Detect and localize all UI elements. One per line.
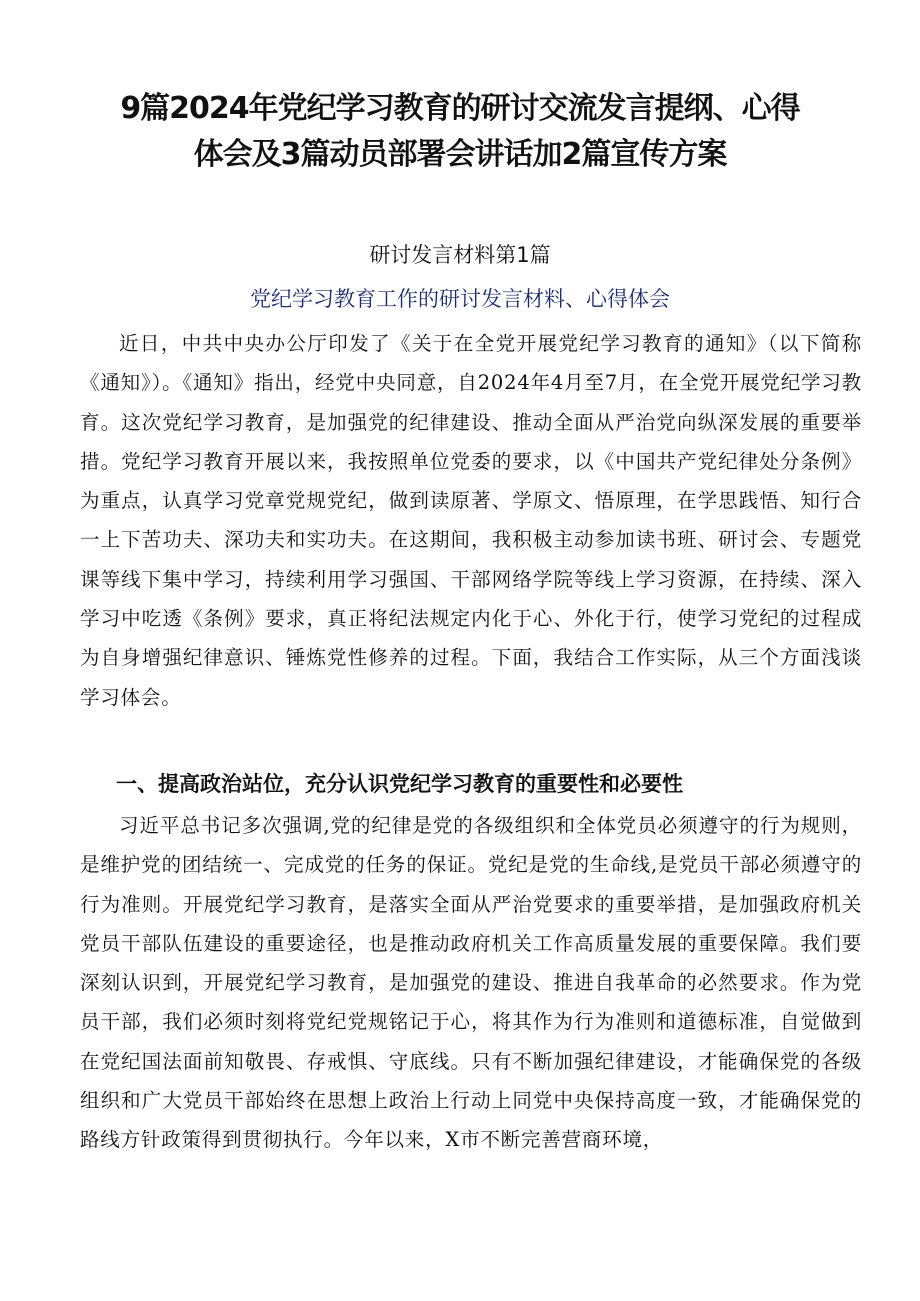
section-subtitle: 党纪学习教育工作的研讨发言材料、心得体会 [250, 287, 670, 311]
document-title-line-1: 9篇2024年党纪学习教育的研讨交流发言提纲、心得 [120, 91, 800, 126]
body-paragraph-2: 习近平总书记多次强调,党的纪律是党的各级组织和全体党员必须遵守的行为规则，是维护党的团结统一、完成党的任务的保证。党纪是党的生命线,是党员干部必须遵守的行为准则。开展党纪学习教育，是落实全面从严治党要求的重要举措，是加强政府机关党员干部队伍建设的重要途径，也是推动政府机关工作高质量发展的重要保障。我们要深刻认识到，开展党纪学习教育，是加强党的建设、推进自我革命的必然要求。作为党员干部，我们必须时刻将党纪党规铭记于心，将其作为行为准则和道德标准，自觉做到在党纪国法面前知敬畏、存戒惧、守底线。只有不断加强纪律建设，才能确保党的各级组织和广大党员干部始终在思想上政治上行动上同党中央保持高度一致，才能确保党的路线方针政策得到贯彻执行。今年以来，X市不断完善营商环境， [80, 814, 862, 1152]
document-title [60, 86, 860, 178]
section-heading-1: 一、提高政治站位，充分认识党纪学习教育的重要性和必要性 [116, 772, 683, 796]
body-paragraph-1: 近日，中共中央办公厅印发了《关于在全党开展党纪学习教育的通知》（以下简称《通知》）。《通知》指出，经党中央同意，自2024年4月至7月，在全党开展党纪学习教育。这次党纪学习教育，是加强党的纪律建设、推动全面从严治党向纵深发展的重要举措。党纪学习教育开展以来，我按照单位党委的要求，以《中国共产党纪律处分条例》为重点，认真学习党章党规党纪，做到读原著、学原文、悟原理，在学思践悟、知行合一上下苦功夫、深功夫和实功夫。在这期间，我积极主动参加读书班、研讨会、专题党课等线下集中学习，持续利用学习强国、干部网络学院等线上学习资源，在持续、深入学习中吃透《条例》要求，真正将纪法规定内化于心、外化于行，使学习党纪的过程成为自身增强纪律意识、锤炼党性修养的过程。下面，我结合工作实际，从三个方面浅谈学习体会。 [80, 332, 862, 709]
section-label: 研讨发言材料第1篇 [369, 243, 551, 267]
document-title-line-2: 体会及3篇动员部署会讲话加2篇宣传方案 [193, 137, 727, 172]
